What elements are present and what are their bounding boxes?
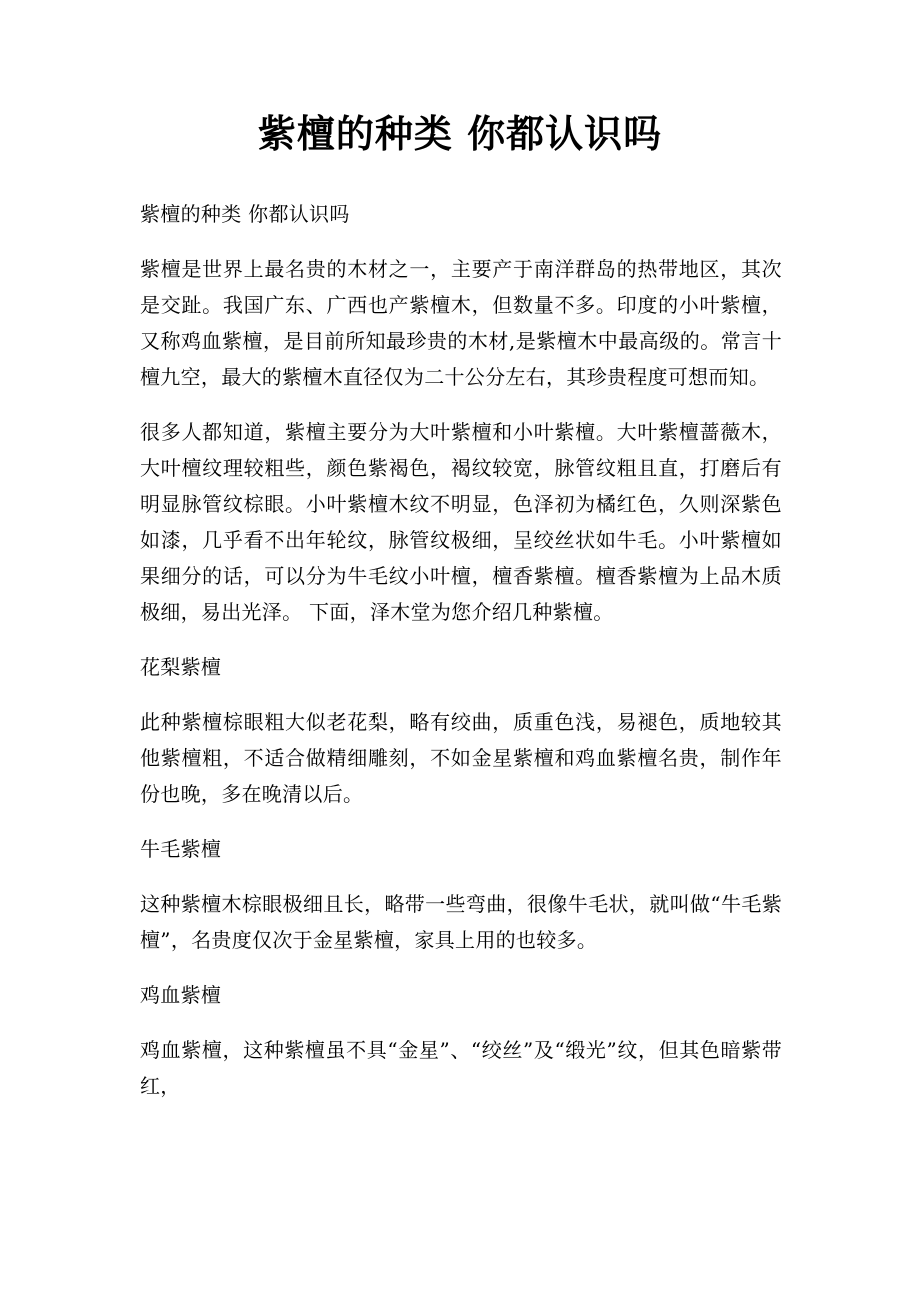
huali-paragraph: 此种紫檀棕眼粗大似老花梨，略有绞曲，质重色浅，易褪色，质地较其他紫檀粗，不适合做精细雕刻，不如金星紫檀和鸡血紫檀名贵，制作年份也晚，多在晚清以后。: [140, 710, 782, 806]
document-title: 紫檀的种类 你都认识吗: [257, 111, 663, 156]
intro-paragraph: 紫檀是世界上最名贵的木材之一，主要产于南洋群岛的热带地区，其次是交趾。我国广东、广西也产紫檀木，但数量不多。印度的小叶紫檀，又称鸡血紫檀，是目前所知最珍贵的木材,是紫檀木中最高级的。常言十檀九空，最大的紫檀木直径仅为二十公分左右，其珍贵程度可想而知。: [140, 257, 782, 389]
subtitle-paragraph: 紫檀的种类 你都认识吗: [140, 202, 350, 226]
section-heading-huali: 花梨紫檀: [140, 655, 222, 679]
section-heading-niumao: 牛毛紫檀: [140, 837, 222, 861]
jixue-paragraph: 鸡血紫檀，这种紫檀虽不具“金星”、“绞丝”及“缎光”纹，但其色暗紫带红，: [140, 1038, 782, 1098]
document-body: [140, 196, 782, 1123]
section-heading-jixue: 鸡血紫檀: [140, 983, 222, 1007]
niumao-paragraph: 这种紫檀木棕眼极细且长，略带一些弯曲，很像牛毛状，就叫做“牛毛紫檀”，名贵度仅次于金星紫檀，家具上用的也较多。: [140, 892, 782, 952]
types-overview-paragraph: 很多人都知道，紫檀主要分为大叶紫檀和小叶紫檀。大叶紫檀蔷薇木，大叶檀纹理较粗些，颜色紫褐色，褐纹较宽，脉管纹粗且直，打磨后有明显脉管纹棕眼。小叶紫檀木纹不明显，色泽初为橘红色，久则深紫色如漆，几乎看不出年轮纹，脉管纹极细，呈绞丝状如牛毛。小叶紫檀如果细分的话，可以分为牛毛纹小叶檀，檀香紫檀。檀香紫檀为上品木质极细，易出光泽。 下面，泽木堂为您介绍几种紫檀。: [140, 420, 782, 624]
